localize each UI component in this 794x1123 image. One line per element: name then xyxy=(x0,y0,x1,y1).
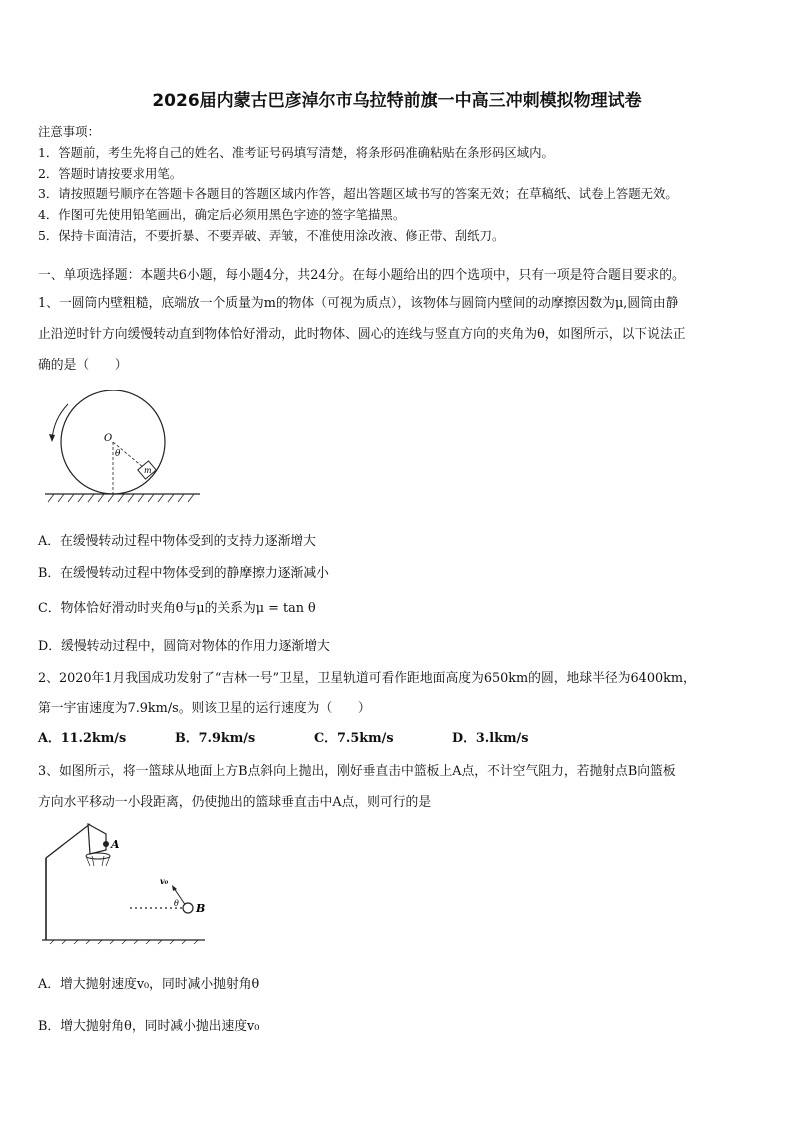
notes-item: 5．保持卡面清洁，不要折暴、不要弄破、弄皱，不准使用涂改液、修正带、刮纸刀。 xyxy=(38,228,505,243)
notes-item: 1．答题前，考生先将自己的姓名、准考证号码填写清楚，将条形码准确粘贴在条形码区域内。 xyxy=(38,145,554,160)
q2-stem-line1: 2、2020年1月我国成功发射了“吉林一号”卫星，卫星轨道可看作距地面高度为650km的圆，地球半径为6400km， xyxy=(38,671,696,686)
q2-option-d: D．3.lkm/s xyxy=(452,731,529,746)
q1-label-o: O xyxy=(104,433,113,444)
q1-option-b: B．在缓慢转动过程中物体受到的静摩擦力逐渐减小 xyxy=(38,566,329,581)
q1-stem-line3: 确的是（ ） xyxy=(38,358,128,373)
q2-stem-line2: 第一宇宙速度为7.9km/s。则该卫星的运行速度为（ ） xyxy=(38,701,371,716)
q3-label-a: A xyxy=(111,838,120,851)
notes-item: 3．请按照题号顺序在答题卡各题目的答题区域内作答，超出答题区域书写的答案无效；在草稿纸、试卷上答题无效。 xyxy=(38,186,678,201)
q3-stem-line1: 3、如图所示，将一篮球从地面上方B点斜向上抛出，刚好垂直击中篮板上A点，不计空气阻力，若抛射点B向篮板 xyxy=(38,764,676,779)
q3-stem-line2: 方向水平移动一小段距离，仍使抛出的篮球垂直击中A点，则可行的是 xyxy=(38,795,432,810)
q1-option-a: A．在缓慢转动过程中物体受到的支持力逐渐增大 xyxy=(38,534,316,549)
q2-option-c: C．7.5km/s xyxy=(314,731,394,746)
notes-heading: 注意事项： xyxy=(38,124,100,139)
notes-item: 4．作图可先使用铅笔画出，确定后必须用黑色字迹的签字笔描黑。 xyxy=(38,207,406,222)
notes-item: 2．答题时请按要求用笔。 xyxy=(38,166,183,181)
q3-label-theta: θ xyxy=(174,899,179,908)
q3-option-b: B．增大抛射角θ，同时减小抛出速度v₀ xyxy=(38,1019,260,1034)
q1-label-m: m xyxy=(144,466,152,475)
q2-option-b: B．7.9km/s xyxy=(175,731,256,746)
q1-option-c: C．物体恰好滑动时夹角θ与μ的关系为μ = tan θ xyxy=(38,601,316,616)
ground-hatching xyxy=(48,494,194,502)
q2-option-a: A．11.2km/s xyxy=(38,731,127,746)
q1-stem-line1: 1、一圆筒内壁粗糙，底端放一个质量为m的物体（可视为质点），该物体与圆筒内壁间的动摩擦因数为μ,圆筒由静 xyxy=(38,296,679,311)
page-title: 2026届内蒙古巴彦淖尔市乌拉特前旗一中高三冲刺模拟物理试卷 xyxy=(152,91,642,111)
q1-option-d: D．缓慢转动过程中，圆筒对物体的作用力逐渐增大 xyxy=(38,639,330,654)
q3-label-v0: v₀ xyxy=(160,876,169,886)
q1-label-theta: θ xyxy=(115,449,121,459)
section-heading: 一、单项选择题：本题共6小题，每小题4分，共24分。在每小题给出的四个选项中，只有一项是符合题目要求的。 xyxy=(38,268,685,283)
q1-cylinder-figure xyxy=(40,390,210,510)
q3-label-b: B xyxy=(196,902,206,915)
q1-stem-line2: 止沿逆时针方向缓慢转动直到物体恰好滑动，此时物体、圆心的连线与竖直方向的夹角为θ，如图所示，以下说法正 xyxy=(38,327,686,342)
q3-option-a: A．增大抛射速度v₀，同时减小抛射角θ xyxy=(38,977,260,992)
q3-basketball-figure xyxy=(40,820,215,948)
